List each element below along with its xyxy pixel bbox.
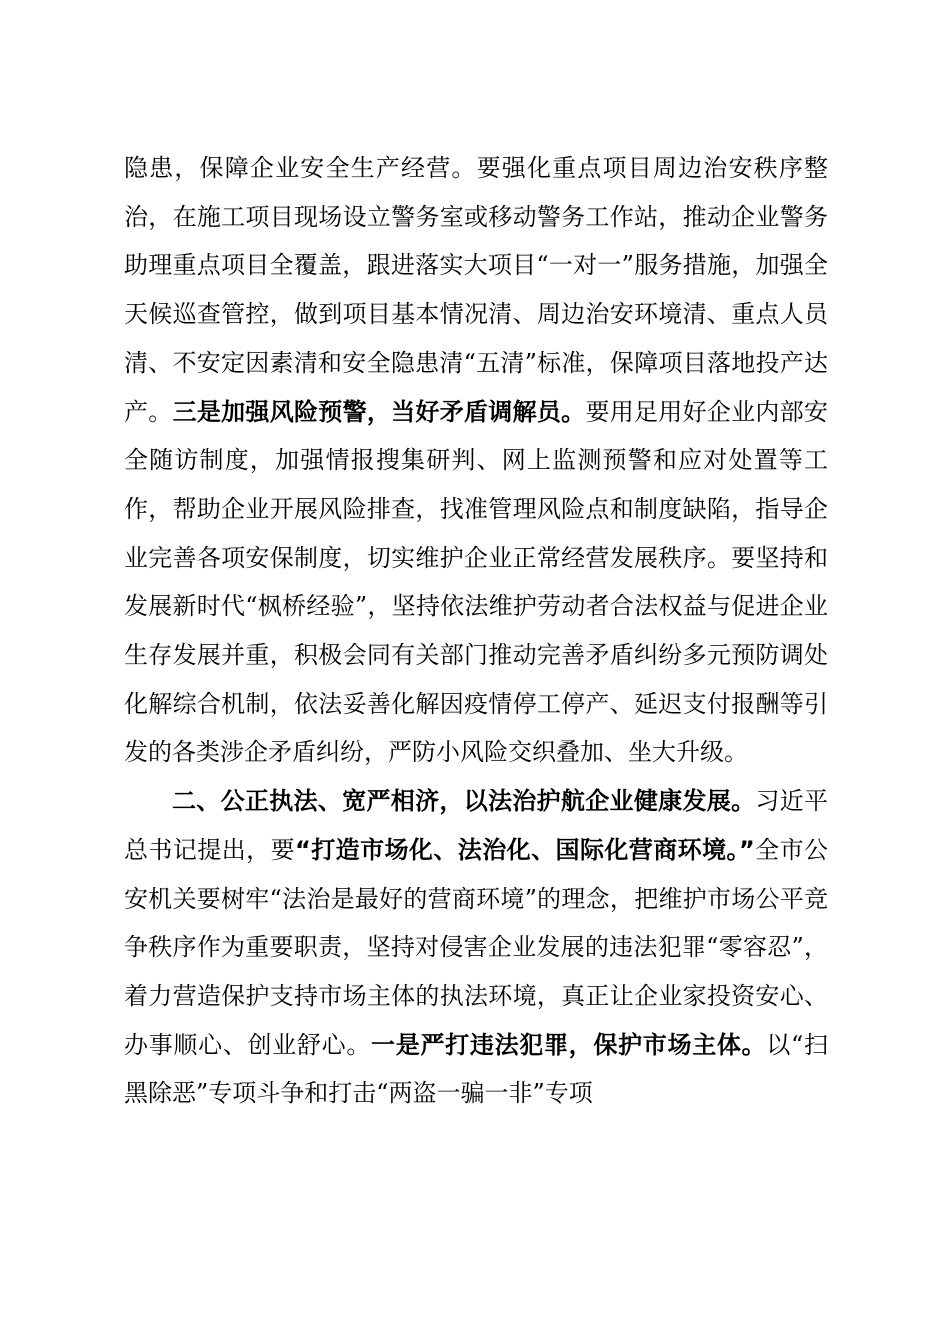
paragraph-1-text-2: 要用足用好企业内部安全随访制度，加强情报搜集研判、网上监测预警和应对处置等工作，帮助企业开展风险排查，找准管理风险点和制度缺陷，指导企业完善各项安保制度，切实维护企业正常经营发展秩序。要坚持和发展新时代“枫桥经验”，坚持依法维护劳动者合法权益与促进企业生存发展并重，积极会同有关部门推动完善矛盾纠纷多元预防调处化解综合机制，依法妥善化解因疫情停工停产、延迟支付报酬等引发的各类涉企矛盾纠纷，严防小风险交织叠加、坐大升级。 — [124, 397, 829, 767]
paragraph-2-text-2: 全市公安机关要树牢“法治是最好的营商环境”的理念，把维护市场公平竞争秩序作为重要职责，坚持对侵害企业发展的违法犯罪“零容忍”，着力营造保护支持市场主体的执法环境，真正让企业家投资安心、办事顺心、创业舒心。 — [124, 835, 829, 1059]
paragraph-2 — [124, 777, 828, 1118]
paragraph-2-quote: “打造市场化、法治化、国际化营商环境。” — [295, 835, 755, 864]
paragraph-1 — [124, 144, 828, 777]
document-body — [124, 144, 828, 1118]
paragraph-2-text-1: 习近平总书记提出，要 — [124, 787, 829, 864]
paragraph-1-text-1: 隐患，保障企业安全生产经营。要强化重点项目周边治安秩序整治，在施工项目现场设立警务室或移动警务工作站，推动企业警务助理重点项目全覆盖，跟进落实大项目“一对一”服务措施，加强全天候巡查管控，做到项目基本情况清、周边治安环境清、重点人员清、不安定因素清和安全隐患清“五清”标准，保障项目落地投产达产。 — [124, 154, 828, 426]
section-heading-2: 二、公正执法、宽严相济，以法治护航企业健康发展。 — [172, 787, 756, 816]
paragraph-2-heading-1: 一是严打违法犯罪，保护市场主体。 — [371, 1030, 767, 1059]
paragraph-1-heading-3: 三是加强风险预警，当好矛盾调解员。 — [172, 397, 586, 426]
paragraph-2-text-3: 以“扫黑除恶”专项斗争和打击“两盗一骗一非”专项 — [124, 1030, 829, 1108]
